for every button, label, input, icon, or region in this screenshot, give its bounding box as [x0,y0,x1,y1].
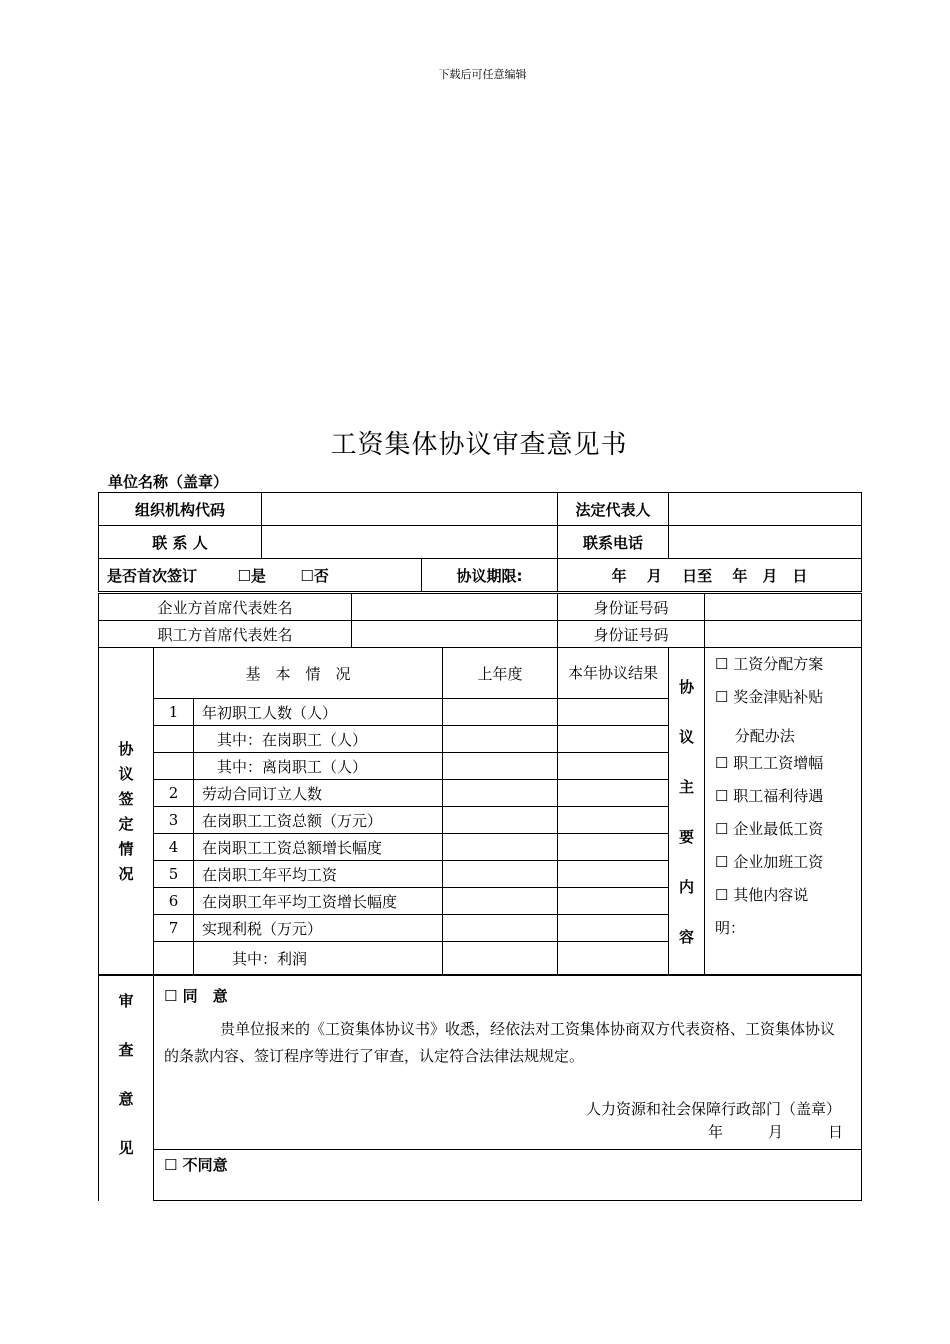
first-sign-cell [99,559,422,592]
rep-name-label: 职工方首席代表姓名 [99,621,352,648]
header-note: 下载后可任意编辑 [438,68,527,81]
row-org-code [99,493,862,526]
first-sign-label: 是否首次签订 [107,566,198,585]
rep-id-label: 身份证号码 [558,621,705,648]
row-contact [99,526,862,559]
first-sign-table [98,558,862,592]
review-table [98,974,862,1201]
this-year-cell[interactable] [558,834,669,861]
last-year-cell[interactable] [443,915,558,942]
last-year-cell[interactable] [443,942,558,976]
legal-rep-label: 法定代表人 [558,493,669,526]
row-number: 3 [154,807,194,834]
row-number [154,942,194,976]
last-year-cell[interactable] [443,753,558,780]
this-year-cell[interactable] [558,753,669,780]
situation-header [99,648,862,699]
last-year-cell[interactable] [443,861,558,888]
row-item: 其中：利润 [194,942,443,976]
dept-label: 人力资源和社会保障行政部门（盖章） [585,1100,841,1118]
contact-label: 联 系 人 [99,526,262,559]
last-year-cell[interactable] [443,834,558,861]
this-year-cell[interactable] [558,699,669,726]
row-item: 劳动合同订立人数 [194,780,443,807]
row-number: 6 [154,888,194,915]
row-item: 在岗职工年平均工资 [194,861,443,888]
legal-rep-field[interactable] [669,493,862,526]
review-side-label: 审 查 意 见 [99,975,154,1201]
row-number: 1 [154,699,194,726]
header-basic: 基 本 情 况 [154,648,443,699]
row-item: 其中：在岗职工（人） [194,726,443,753]
org-code-field[interactable] [262,493,558,526]
row-item: 年初职工人数（人） [194,699,443,726]
agree-cell [154,975,862,1150]
rep-row [99,621,862,648]
last-year-cell[interactable] [443,726,558,753]
this-year-cell[interactable] [558,942,669,976]
content-checklist [705,648,862,976]
contact-field[interactable] [262,526,558,559]
row-item: 实现利税（万元） [194,915,443,942]
header-this-year: 本年协议结果 [558,648,669,699]
rep-name-label: 企业方首席代表姓名 [99,594,352,621]
content-side-label: 协 议 主 要 内 容 [669,648,705,976]
representatives-table [98,593,862,648]
this-year-cell[interactable] [558,888,669,915]
this-year-cell[interactable] [558,807,669,834]
this-year-cell[interactable] [558,915,669,942]
row-number [154,753,194,780]
row-item: 在岗职工年平均工资增长幅度 [194,888,443,915]
review-agree-row [99,975,862,1150]
content-item[interactable]: ☐ 工资分配方案 [715,655,824,673]
review-disagree-row [99,1150,862,1201]
disagree-checkbox[interactable]: ☐ 不同意 [154,1150,862,1201]
row-number: 7 [154,915,194,942]
yes-checkbox[interactable]: ☐是 [237,566,266,585]
review-date[interactable]: 年 月 日 [707,1123,843,1141]
phone-field[interactable] [669,526,862,559]
row-item: 在岗职工工资总额（万元） [194,807,443,834]
content-item[interactable]: ☐ 企业加班工资 [715,853,824,871]
content-item: 分配办法 [715,727,795,745]
last-year-cell[interactable] [443,780,558,807]
this-year-cell[interactable] [558,861,669,888]
row-item: 其中：离岗职工（人） [194,753,443,780]
agree-checkbox[interactable]: ☐ 同 意 [164,987,228,1005]
this-year-cell[interactable] [558,726,669,753]
this-year-cell[interactable] [558,780,669,807]
content-item[interactable]: ☐ 奖金津贴补贴 [715,688,824,706]
row-item: 在岗职工工资总额增长幅度 [194,834,443,861]
content-item[interactable]: ☐ 职工福利待遇 [715,787,824,805]
row-number: 2 [154,780,194,807]
last-year-cell[interactable] [443,699,558,726]
header-last-year: 上年度 [443,648,558,699]
agree-text: 贵单位报来的《工资集体协议书》收悉，经依法对工资集体协商双方代表资格、工资集体协议的条款内容、签订程序等进行了审查，认定符合法律法规规定。 [164,1020,836,1065]
situation-table [98,647,862,976]
content-item[interactable]: ☐ 其他内容说 [715,886,809,904]
phone-label: 联系电话 [558,526,669,559]
period-label: 协议期限: [422,559,558,592]
row-first-sign [99,559,862,592]
content-item: 明： [715,919,746,937]
org-code-label: 组织机构代码 [99,493,262,526]
row-number: 5 [154,861,194,888]
period-value[interactable]: 年 月 日至 年 月 日 [558,559,862,592]
last-year-cell[interactable] [443,807,558,834]
rep-id-field[interactable] [705,594,862,621]
basic-info-table [98,492,862,559]
row-number [154,726,194,753]
situation-side-label: 协 议 签 定 情 况 [99,648,154,976]
document-title: 工资集体协议审查意见书 [330,430,628,460]
unit-name-label: 单位名称（盖章） [108,473,229,491]
rep-id-label: 身份证号码 [558,594,705,621]
rep-name-field[interactable] [352,594,558,621]
rep-name-field[interactable] [352,621,558,648]
rep-id-field[interactable] [705,621,862,648]
content-item[interactable]: ☐ 职工工资增幅 [715,754,824,772]
no-checkbox[interactable]: ☐否 [300,566,329,585]
last-year-cell[interactable] [443,888,558,915]
rep-row [99,594,862,621]
content-item[interactable]: ☐ 企业最低工资 [715,820,824,838]
row-number: 4 [154,834,194,861]
